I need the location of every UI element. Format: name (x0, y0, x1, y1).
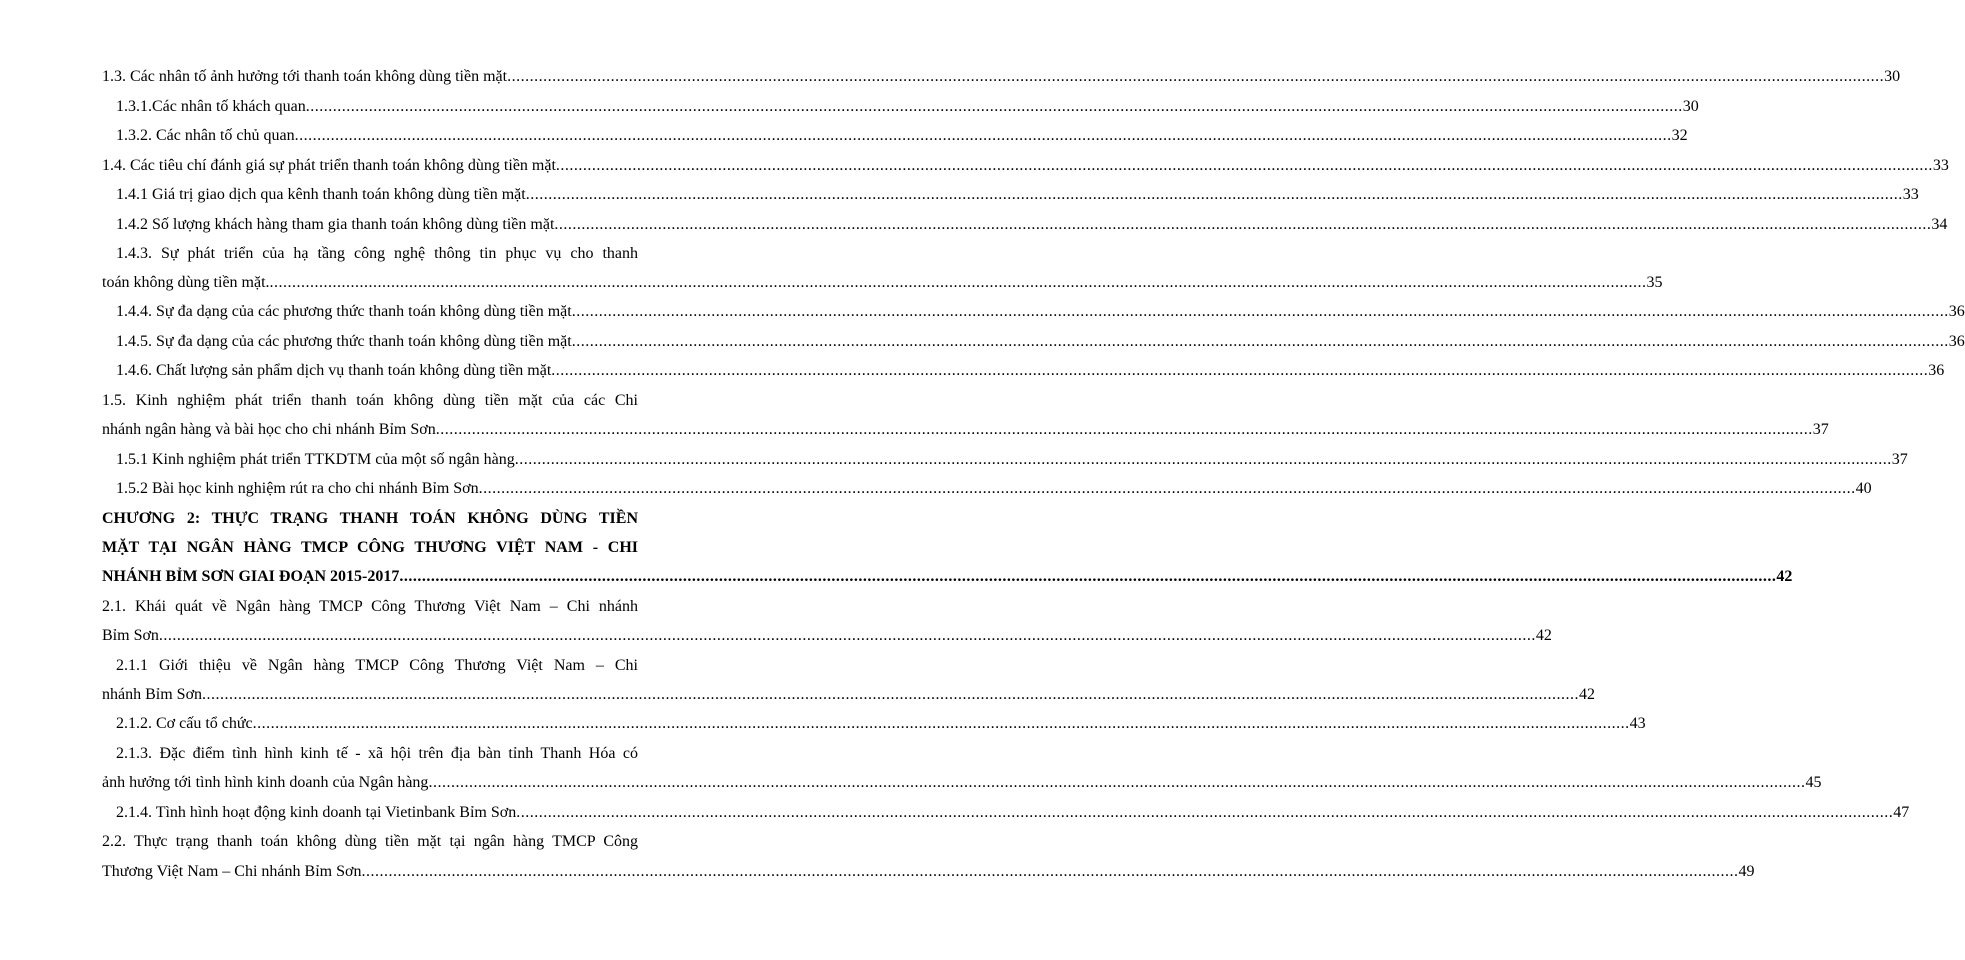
toc-entry-title: 1.4.4. Sự đa dạng của các phương thức thanh toán không dùng tiền mặt (116, 303, 572, 320)
toc-entry (116, 126, 1688, 146)
toc-entry (102, 685, 1596, 705)
toc-entry-title: 1.3.1.Các nhân tố khách quan (116, 98, 306, 115)
toc-page-number: 36 (1948, 303, 1965, 320)
toc-page-number: 42 (1776, 568, 1793, 585)
toc-leader-dots (295, 126, 1672, 146)
toc-leader-dots (159, 626, 1536, 646)
toc-page-number: 33 (1932, 157, 1949, 174)
toc-leader-dots (270, 273, 1647, 293)
toc-page-number: 49 (1738, 863, 1755, 880)
toc-entry-title: 2.1.4. Tình hình hoạt động kinh doanh tại Vietinbank Bỉm Sơn (116, 804, 517, 821)
toc-leader-dots (253, 714, 1630, 734)
toc-leader-dots (399, 567, 1776, 587)
toc-page-number: 40 (1855, 480, 1872, 497)
toc-entry-title: 1.4.6. Chất lượng sản phẩm dịch vụ thanh toán không dùng tiền mặt (116, 362, 552, 379)
toc-page-number: 37 (1812, 421, 1829, 438)
toc-leader-dots (556, 156, 1933, 176)
toc-page-number: 45 (1805, 774, 1822, 791)
toc-page-number: 33 (1902, 186, 1919, 203)
toc-page-number: 32 (1671, 127, 1688, 144)
toc-entry (102, 626, 1552, 646)
toc-entry-title: 1.4.2 Số lượng khách hàng tham gia thanh toán không dùng tiền mặt (116, 216, 555, 233)
toc-page-number: 36 (1948, 333, 1965, 350)
toc-entry-title: 2.1.2. Cơ cấu tổ chức (116, 715, 253, 732)
toc-entry-title: NHÁNH BỈM SƠN GIAI ĐOẠN 2015-2017 (102, 568, 400, 585)
toc-entry (102, 567, 1793, 587)
toc-entry (116, 803, 1910, 823)
toc-entry (116, 215, 1948, 235)
toc-entry-title: toán không dùng tiền mặt. (102, 274, 270, 291)
toc-entry (116, 714, 1646, 734)
toc-entry (116, 479, 1872, 499)
toc-entry (102, 420, 1829, 440)
toc-page-number: 37 (1891, 451, 1908, 468)
toc-leader-dots (516, 803, 1893, 823)
toc-leader-dots (526, 185, 1903, 205)
toc-entry (102, 156, 1949, 176)
toc-leader-dots (306, 97, 1683, 117)
toc-entry (102, 773, 1822, 793)
toc-entry-title: 1.3.2. Các nhân tố chủ quan (116, 127, 295, 144)
toc-leader-dots (572, 332, 1949, 352)
toc-leader-dots (479, 479, 1856, 499)
toc-entry-wrap: 1.4.3. Sự phát triển của hạ tầng công nghệ thông tin phục vụ cho thanh (116, 245, 638, 262)
toc-entry-title: nhánh Bỉm Sơn (102, 686, 203, 703)
toc-entry-wrap: 2.2. Thực trạng thanh toán không dùng tiền mặt tại ngân hàng TMCP Công (102, 833, 638, 850)
toc-entry-wrap: 2.1.3. Đặc điểm tình hình kinh tế - xã hội trên địa bàn tỉnh Thanh Hóa có (116, 745, 638, 762)
toc-page-number: 42 (1579, 686, 1596, 703)
toc-page-number: 34 (1931, 216, 1948, 233)
toc-page-number: 47 (1893, 804, 1910, 821)
toc-entry-title: ảnh hưởng tới tình hình kinh doanh của Ngân hàng (102, 774, 429, 791)
toc-leader-dots (361, 862, 1738, 882)
toc-entry (116, 302, 1965, 322)
chapter-heading-line: CHƯƠNG 2: THỰC TRẠNG THANH TOÁN KHÔNG DÙNG TIỀN (102, 510, 638, 527)
toc-page-number: 35 (1646, 274, 1663, 291)
toc-page-number: 42 (1535, 627, 1552, 644)
toc-page-number: 36 (1928, 362, 1945, 379)
toc-leader-dots (428, 773, 1805, 793)
toc-leader-dots (202, 685, 1579, 705)
toc-page-number: 30 (1682, 98, 1699, 115)
toc-entry (102, 273, 1663, 293)
toc-entry-title: 1.5.1 Kinh nghiệm phát triển TTKDTM của một số ngân hàng (116, 451, 515, 468)
toc-entry (116, 361, 1945, 381)
chapter-heading-line: MẶT TẠI NGÂN HÀNG TMCP CÔNG THƯƠNG VIỆT NAM - CHI (102, 539, 638, 556)
toc-leader-dots (572, 302, 1949, 322)
toc-leader-dots (515, 450, 1892, 470)
toc-entry (116, 185, 1919, 205)
toc-entry-wrap: 1.5. Kinh nghiệm phát triển thanh toán không dùng tiền mặt của các Chi (102, 392, 638, 409)
toc-entry (102, 862, 1755, 882)
toc-page-number: 30 (1884, 68, 1901, 85)
toc-page-number: 43 (1629, 715, 1646, 732)
toc-leader-dots (436, 420, 1813, 440)
toc-entry (102, 67, 1901, 87)
toc-entry-wrap: 2.1.1 Giới thiệu về Ngân hàng TMCP Công Thương Việt Nam – Chi (116, 657, 638, 674)
toc-entry-title: nhánh ngân hàng và bài học cho chi nhánh Bỉm Sơn (102, 421, 436, 438)
toc-entry-title: 1.5.2 Bài học kinh nghiệm rút ra cho chi nhánh Bỉm Sơn (116, 480, 479, 497)
toc-leader-dots (507, 67, 1884, 87)
toc-leader-dots (554, 215, 1931, 235)
toc-entry (116, 97, 1699, 117)
toc-entry-wrap: 2.1. Khái quát về Ngân hàng TMCP Công Thương Việt Nam – Chi nhánh (102, 598, 638, 615)
toc-leader-dots (551, 361, 1928, 381)
toc-entry-title: 1.4.1 Giá trị giao dịch qua kênh thanh toán không dùng tiền mặt (116, 186, 526, 203)
toc-entry-title: Thương Việt Nam – Chi nhánh Bỉm Sơn (102, 863, 362, 880)
toc-entry-title: 1.4. Các tiêu chí đánh giá sự phát triển thanh toán không dùng tiền mặt (102, 157, 556, 174)
toc-entry (116, 450, 1908, 470)
toc-entry-title: Bỉm Sơn (102, 627, 159, 644)
toc-entry-title: 1.3. Các nhân tố ảnh hưởng tới thanh toán không dùng tiền mặt (102, 68, 508, 85)
toc-entry-title: 1.4.5. Sự đa dạng của các phương thức thanh toán không dùng tiền mặt (116, 333, 572, 350)
toc-entry (116, 332, 1965, 352)
